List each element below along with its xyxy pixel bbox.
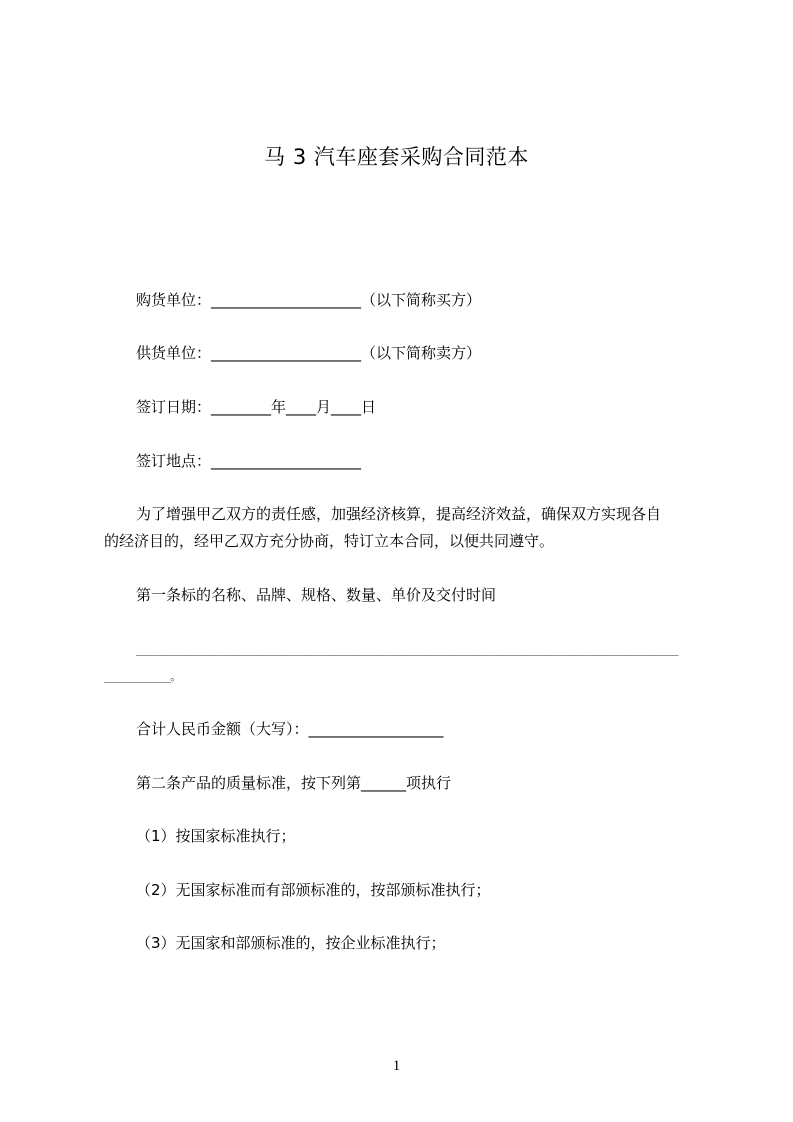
article1-blank-line1: __________________________________________________________________________________________ [136,643,679,656]
article2-item2: （2）无国家标准而有部颁标准的，按部颁标准执行； [136,881,491,899]
article1-blank-line2 [104,665,704,687]
sign-place-line: 签订地点：____________________ [136,452,362,470]
document-title: 马 3 汽车座套采购合同范本 [264,145,529,169]
page-number: 1 [392,1058,401,1074]
total-amount-line: 合计人民币金额（大写）：__________________ [136,720,444,738]
intro-paragraph-line2: 的经济目的，经甲乙双方充分协商，特订立本合同，以便共同遵守。 [104,532,555,550]
article1-heading: 第一条标的名称、品牌、规格、数量、单价及交付时间 [136,586,497,604]
intro-paragraph-line1: 为了增强甲乙双方的责任感，加强经济核算，提高经济效益，确保双方实现各自 [136,505,662,523]
article2-item3: （3）无国家和部颁标准的，按企业标准执行； [136,934,446,952]
article1-blank-line2-text: ___________。 [104,670,181,683]
article2-item1: （1）按国家标准执行； [136,827,296,845]
buyer-line: 购货单位：____________________（以下简称买方） [136,291,482,309]
seller-line: 供货单位：____________________（以下简称卖方） [136,344,482,362]
sign-date-line: 签订日期：________年____月____日 [136,398,377,416]
article2-heading: 第二条产品的质量标准，按下列第______项执行 [136,774,452,792]
